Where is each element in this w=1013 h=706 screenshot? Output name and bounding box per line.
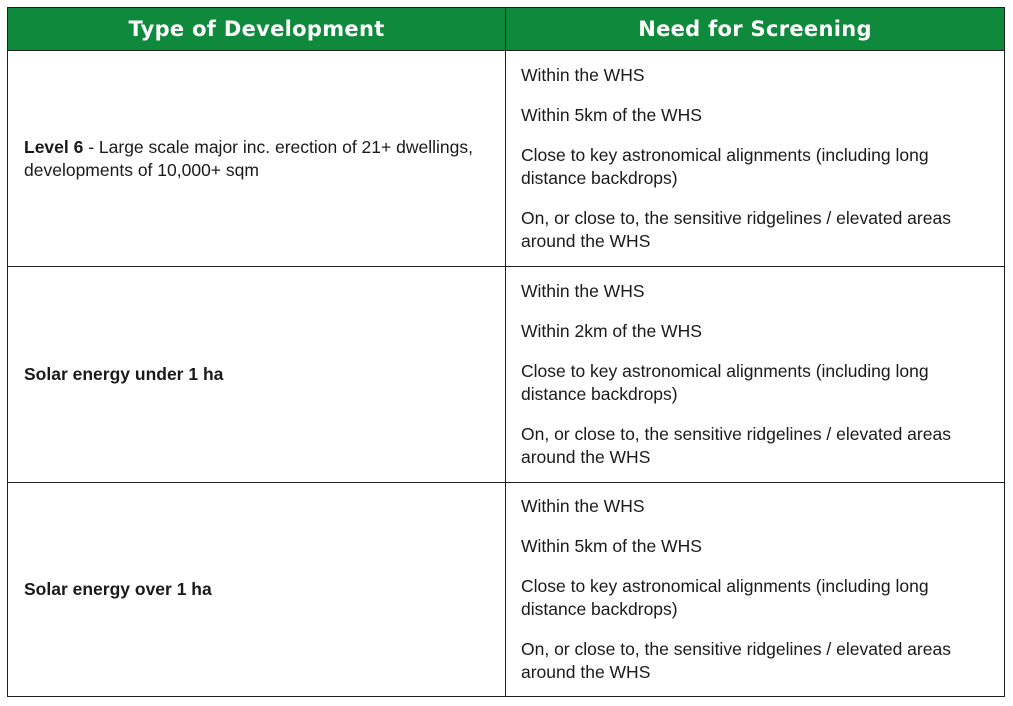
development-type-cell (8, 267, 506, 483)
screening-criterion: On, or close to, the sensitive ridgelines / elevated areas around the WHS (521, 639, 951, 682)
screening-criterion: Within 2km of the WHS (521, 321, 702, 341)
header-type-of-development: Type of Development (8, 8, 506, 51)
development-type-description: - Large scale major inc. erection of 21+ dwellings, developments of 10,000+ sqm (24, 136, 473, 180)
screening-criterion: On, or close to, the sensitive ridgelines / elevated areas around the WHS (521, 208, 951, 251)
screening-need-cell (506, 51, 1005, 267)
header-row (8, 8, 1005, 51)
screening-criterion: Within the WHS (521, 496, 645, 516)
screening-criterion: Within the WHS (521, 281, 645, 301)
screening-table (7, 7, 1005, 697)
screening-criterion: Close to key astronomical alignments (including long distance backdrops) (521, 361, 929, 404)
screening-criterion: Within 5km of the WHS (521, 105, 702, 125)
screening-criterion: On, or close to, the sensitive ridgelines / elevated areas around the WHS (521, 424, 951, 467)
screening-criterion: Within 5km of the WHS (521, 536, 702, 556)
table-row (8, 483, 1005, 697)
development-type-name: Level 6 (24, 136, 84, 157)
screening-need-cell (506, 483, 1005, 697)
development-type-cell (8, 483, 506, 697)
table-header (8, 8, 1005, 51)
screening-criterion: Close to key astronomical alignments (including long distance backdrops) (521, 576, 929, 619)
screening-criterion: Within the WHS (521, 65, 645, 85)
header-need-for-screening: Need for Screening (506, 8, 1005, 51)
table-body (8, 51, 1005, 697)
development-type-cell (8, 51, 506, 267)
screening-need-cell (506, 267, 1005, 483)
development-type-name: Solar energy under 1 ha (24, 364, 224, 384)
development-type-name: Solar energy over 1 ha (24, 579, 212, 599)
table-row (8, 51, 1005, 267)
table-row (8, 267, 1005, 483)
screening-criterion: Close to key astronomical alignments (including long distance backdrops) (521, 145, 929, 188)
